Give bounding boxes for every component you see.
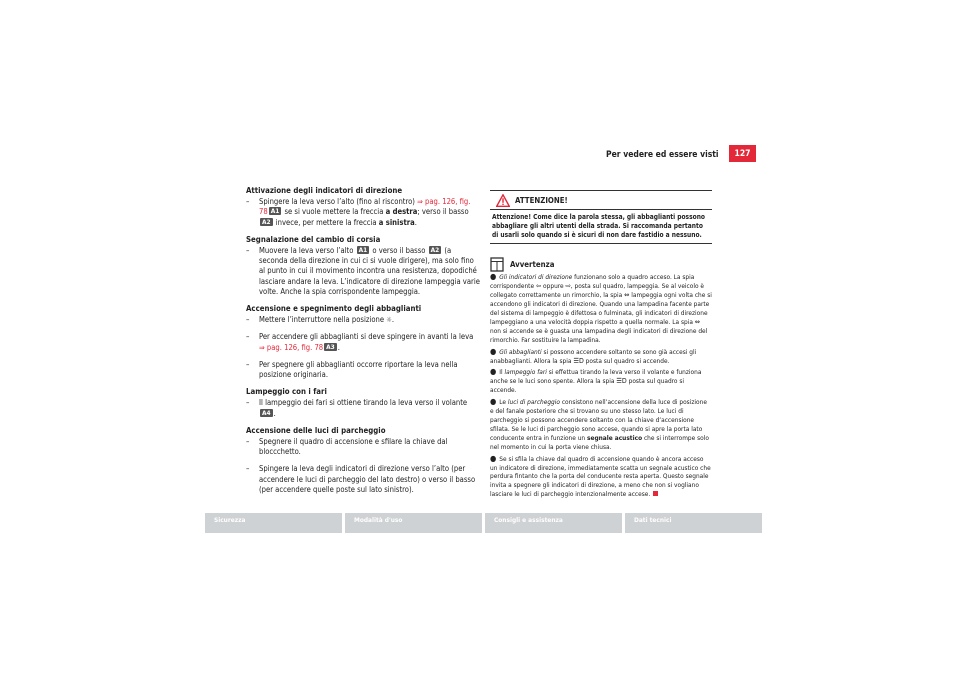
step	[246, 464, 480, 495]
step-text: ; verso il basso	[417, 207, 469, 217]
note-book-icon	[490, 257, 504, 272]
callout-badge: A1	[270, 207, 280, 216]
warning-title: ATTENZIONE!	[515, 195, 568, 205]
dash: –	[246, 359, 250, 369]
step-text: Per spegnere gli abbaglianti occorre riportare la leva nella posizione originaria.	[259, 359, 458, 380]
instructions-column	[246, 186, 480, 502]
step-text: Spegnere il quadro di accensione e sfilare la chiave dal bloccchetto.	[259, 437, 448, 457]
step	[246, 246, 480, 297]
step-text: Il lampeggio dei fari si ottiene tirando la leva verso il volante	[259, 398, 468, 408]
tab-consigli-assistenza[interactable]: Consigli e assistenza	[485, 513, 622, 533]
dash: –	[246, 464, 250, 474]
callout-badge: A2	[430, 246, 440, 255]
italic-text: lampeggio fari	[504, 368, 547, 377]
footer-nav	[205, 513, 765, 533]
list-item	[490, 348, 712, 366]
bullet: ●	[490, 397, 497, 407]
trailer-signal-icon: ⇔	[624, 291, 630, 300]
step-text: (a seconda della direzione in cui ci si vuole dirigere), ma solo fino al punto in cui il movimento incontra una resistenza, dopodiché lasciare andare la leva. L’indicatore di direzione lampeggia varie volte. Anche la spia corrispondente lampeggia.	[259, 246, 480, 296]
warning-triangle-icon	[496, 194, 510, 207]
note-header	[490, 256, 712, 272]
step	[246, 197, 480, 228]
step-text: invece, per mettere la freccia	[273, 217, 379, 227]
step-text: Mettere l’interruttore nella posizione	[259, 315, 387, 325]
step	[246, 332, 480, 352]
tab-dati-tecnici[interactable]: Dati tecnici	[625, 513, 762, 533]
warning-text: Attenzione! Come dice la parola stessa, gli abbaglianti possono abbagliare gli altri utenti della strada. Si raccomanda pertanto di usarli solo quando si è sicuri di non dare fastidio a nessuno.	[492, 213, 705, 239]
note-text: che si interrompe solo nel momento in cui la porta viene chiusa.	[490, 433, 709, 451]
high-beam-icon: ☰D	[573, 356, 584, 365]
bold-text: segnale acustico	[587, 433, 643, 442]
callout-badge: A4	[262, 408, 271, 417]
page-title: Per vedere ed essere visti	[606, 150, 719, 160]
right-arrow-icon: ⇨	[565, 282, 571, 291]
note-text: Se si sfila la chiave dal quadro di accensione quando è ancora acceso un indicatore di direzione, immediatamente scatta un segnale acustico che perdura fintanto che la porta del conducente resta aperta. Questo segnale invita a spegnere gli indicatori di direzione, a meno che non si vogliano lasciare le luci di parcheggio intenzionalmente accese.	[490, 454, 711, 499]
step-text: o verso il basso	[370, 246, 428, 256]
section-lane-change	[246, 235, 480, 297]
list-item	[490, 398, 712, 451]
note-text: consistono nell’accensione della luce di posizione e del fanale posteriore che si trovano su uno stesso lato. Le luci di parcheggio si possono accendere soltanto con la chiave d’accensione sfilata. Se le luci di parcheggio sono accese, quando si apre la porta lato conducente entra in funzione un	[490, 398, 707, 442]
italic-text: Gli abbaglianti	[499, 347, 542, 356]
step-text: .	[391, 315, 395, 325]
note-list	[490, 273, 712, 499]
step	[246, 315, 480, 325]
section-turn-signals	[246, 186, 480, 228]
italic-text: luci di parcheggio	[507, 398, 560, 407]
trailer-signal-icon: ⇔	[694, 317, 701, 326]
step-text: Per accendere gli abbaglianti si deve spingere in avanti la leva	[259, 332, 474, 342]
note-text: Il	[499, 368, 505, 377]
bullet: ●	[490, 367, 497, 377]
figure-link[interactable]: fig. 78	[259, 197, 471, 217]
light-switch-icon: ☼	[386, 316, 392, 325]
step-text: .	[273, 408, 276, 418]
page-link[interactable]: ⇒ pag. 126,	[417, 197, 458, 207]
notes-column	[490, 190, 712, 502]
bold-text: a destra	[385, 207, 418, 217]
italic-text: Gli indicatori di direzione	[499, 273, 573, 282]
note-text: lampeggia ogni volta che si accendono gli indicatori di direzione. Quando una lampadina facente parte del sistema di lampeggio è difettosa o fulminata, gli indicatori di direzione lampeggiano a una velocità doppia rispetto a quella normale. La spia	[490, 291, 712, 326]
note-text: funzionano solo a quadro acceso. La spia corrispondente	[490, 273, 695, 291]
section-title: Segnalazione del cambio di corsia	[246, 234, 381, 244]
step	[246, 437, 480, 457]
page-link[interactable]: ⇒ pag. 126, fig. 78	[259, 342, 324, 352]
section-title: Accensione e spegnimento degli abbaglianti	[246, 304, 422, 314]
bullet: ●	[490, 272, 497, 282]
note-title: Avvertenza	[510, 259, 555, 269]
note-text: si possono accendere soltanto se sono già accesi gli anabbaglianti. Allora la spia	[490, 347, 697, 365]
callout-badge: A2	[262, 217, 271, 226]
warning-header	[490, 191, 712, 210]
list-item	[490, 368, 712, 395]
tab-modalita-uso[interactable]: Modalità d'uso	[345, 513, 482, 533]
bullet: ●	[490, 346, 497, 356]
warning-box	[490, 190, 712, 244]
note-text: si effettua tirando la leva verso il volante e funziona anche se le luci sono spente. Allora la spia	[490, 368, 702, 386]
step-text: se si vuole mettere la freccia	[282, 207, 386, 217]
section-parking-lights	[246, 426, 480, 495]
step-text: Muovere la leva verso l’alto	[259, 246, 356, 256]
section-high-beam	[246, 304, 480, 380]
note-text: posta sul quadro si accende.	[490, 377, 685, 395]
step-text: Spingere la leva verso l’alto (fino al riscontro)	[259, 197, 418, 207]
list-item	[490, 455, 712, 500]
dash: –	[246, 398, 250, 408]
callout-badge: A1	[358, 246, 368, 255]
bold-text: a sinistra	[378, 217, 415, 227]
step	[246, 360, 480, 380]
bullet: ●	[490, 453, 497, 463]
tab-sicurezza[interactable]: Sicurezza	[205, 513, 342, 533]
end-of-section-marker	[653, 491, 658, 496]
callout-badge: A3	[326, 342, 335, 351]
high-beam-icon: ☰D	[616, 377, 627, 386]
note-text: posta sul quadro si accende.	[583, 356, 670, 365]
note-text: non si accende se è guasta una lampadina degli indicatori di direzione del rimorchio. Far sostituire la lampadina.	[490, 326, 708, 344]
dash: –	[246, 332, 250, 342]
step	[246, 398, 480, 418]
section-title: Attivazione degli indicatori di direzione	[246, 186, 403, 195]
note-text: Le	[499, 398, 508, 407]
note-text: oppure	[541, 282, 566, 291]
dash: –	[246, 246, 250, 256]
step-text: .	[337, 342, 340, 352]
dash: –	[246, 315, 250, 325]
left-arrow-icon: ⇦	[535, 282, 542, 291]
page-number: 127	[729, 145, 756, 162]
dash: –	[246, 197, 250, 207]
section-headlight-flash	[246, 387, 480, 419]
list-item	[490, 273, 712, 344]
section-title: Accensione delle luci di parcheggio	[246, 425, 386, 435]
dash: –	[246, 437, 250, 447]
section-title: Lampeggio con i fari	[246, 387, 327, 397]
step-text: Spingere la leva degli indicatori di direzione verso l’alto (per accendere le luci di parcheggio del lato destro) o verso il basso (per accendere quelle poste sul lato sinistro).	[259, 464, 476, 494]
note-text: , posta sul quadro, lampeggia. Se al veicolo è collegato correttamente un rimorchio, la spia	[490, 282, 704, 300]
step-text: .	[414, 217, 417, 227]
